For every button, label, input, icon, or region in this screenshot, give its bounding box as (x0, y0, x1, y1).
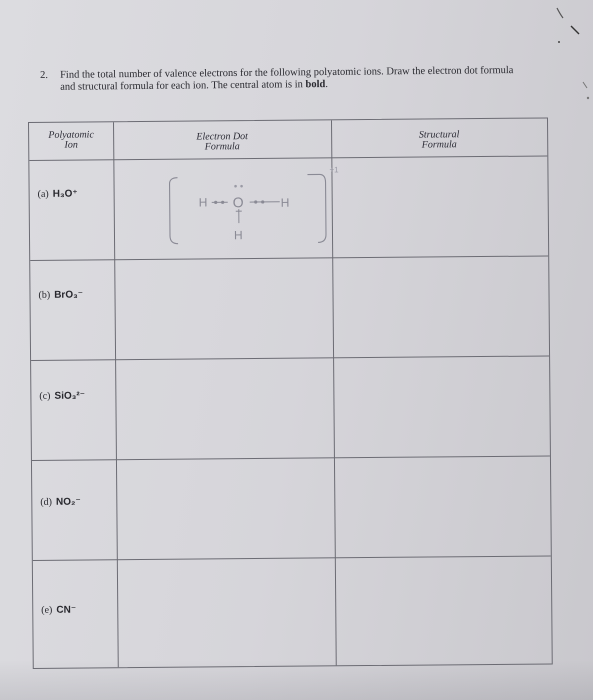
page-edge-marks (553, 0, 593, 110)
dot-mark (558, 41, 560, 43)
handwritten-o-center: O (232, 194, 244, 211)
left-bracket-mark (169, 178, 178, 244)
dot-mark (587, 97, 589, 99)
bold-word: bold (305, 79, 326, 91)
handwritten-electron-dot-drawing (167, 164, 348, 256)
ion-row-c: (c) SiO₃²⁻ (39, 390, 86, 402)
question-text (40, 65, 540, 93)
electron-dot (261, 200, 264, 203)
ion-row-e: (e) CN⁻ (41, 604, 77, 616)
row-divider (30, 255, 548, 261)
electron-dot (221, 201, 224, 204)
row-divider (32, 455, 550, 461)
row-divider (31, 355, 549, 361)
header-structural: Structural Formula (418, 129, 460, 151)
ion-row-b: (b) BrO₃⁻ (38, 289, 84, 301)
handwritten-h-right: H (280, 195, 290, 210)
handwritten-charge: +1 (329, 165, 339, 175)
electron-dot (240, 185, 243, 188)
right-bracket-mark (307, 174, 326, 242)
pen-mark (557, 8, 563, 18)
electron-dot (254, 200, 257, 203)
question-number: 2. (40, 69, 48, 81)
handwritten-h-bottom: H (233, 228, 243, 243)
column-divider (113, 122, 119, 667)
ions-table (28, 117, 553, 669)
ion-row-d: (d) NO₂⁻ (40, 496, 81, 508)
electron-dot (234, 185, 237, 188)
header-electron-dot: Electron Dot Formula (196, 131, 248, 153)
ion-row-a: (a) H₃O⁺ (37, 188, 78, 200)
row-divider (33, 555, 551, 561)
pen-mark (571, 26, 579, 34)
electron-dot (214, 201, 217, 204)
pen-mark (583, 82, 587, 88)
header-polyatomic-ion: Polyatomic Ion (48, 129, 94, 151)
question-instructions: Find the total number of valence electrons for the following polyatomic ions. Draw the electron dot formula and structural formula for each ion. The central atom is in bold. (59, 65, 514, 93)
handwritten-h-left: H (198, 195, 208, 210)
page-shadow (0, 660, 593, 700)
header-divider (29, 155, 547, 161)
